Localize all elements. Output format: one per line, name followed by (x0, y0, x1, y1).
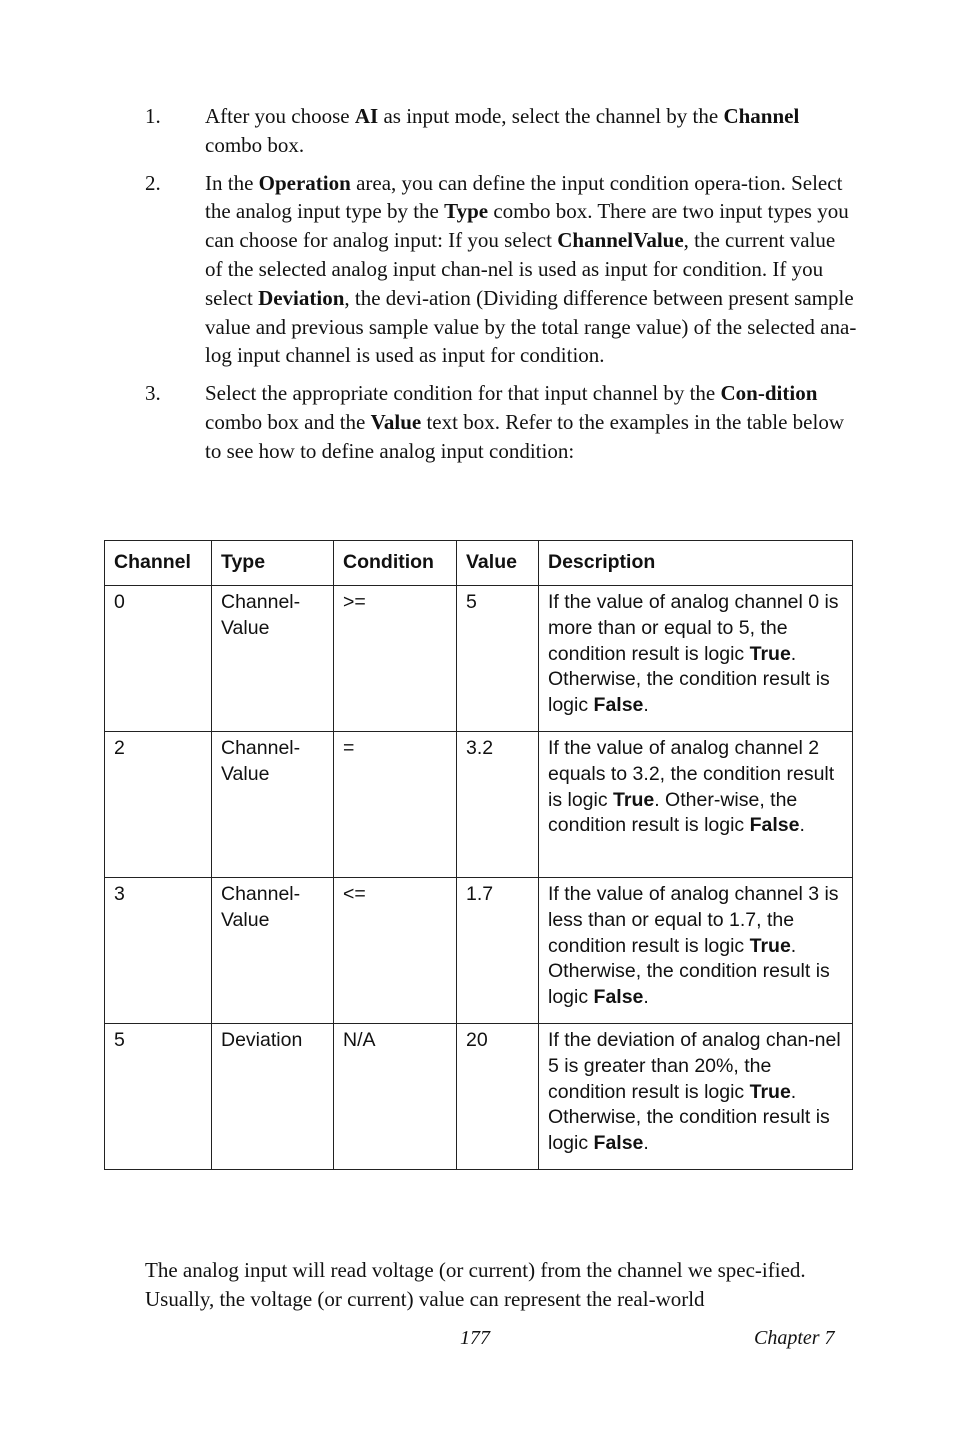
bold-term: False (593, 694, 644, 717)
text-run: combo box. There are two input types you can choose for analog input: If you select (205, 199, 849, 253)
text-run: Select the appropriate condition for that input channel by the (205, 381, 721, 406)
header-condition: Condition (334, 541, 457, 586)
chapter-label: Chapter 7 (754, 1327, 835, 1349)
cell-description (539, 586, 853, 732)
cell-description (539, 878, 853, 1024)
text-run: text box. Refer to the examples in the table below to see how to define analog input condition: (205, 409, 845, 463)
text-run: After you choose (205, 104, 355, 128)
step-number: 2. (145, 170, 161, 195)
cell-condition: >= (334, 586, 457, 732)
cell-type: Channel-Value (212, 586, 334, 732)
header-value: Value (457, 541, 539, 586)
text-run: combo box. (205, 132, 305, 157)
table-row (105, 586, 853, 732)
instruction-steps (145, 102, 857, 475)
cell-type: Channel-Value (212, 878, 334, 1024)
table-header-row (105, 541, 853, 586)
cell-type: Channel-Value (212, 732, 334, 878)
step-item (145, 102, 857, 160)
cell-value: 3.2 (457, 732, 539, 878)
cell-channel: 3 (105, 878, 212, 1024)
step-item (145, 379, 857, 465)
text-run: . Other-wise, the condition result is logic (548, 788, 798, 837)
text-run: . (643, 694, 649, 717)
step-item (145, 169, 857, 371)
cell-condition: = (334, 732, 457, 878)
cell-description (539, 732, 853, 878)
step-number: 3. (145, 381, 161, 406)
text-run: , the current value of the selected analog input chan-nel is used as input for condition. If you select (205, 228, 836, 310)
text-run: If the value of analog channel 3 is less than or equal to 1.7, the condition result is logic (548, 883, 839, 957)
bold-term: Channel (723, 104, 800, 128)
step-number: 1. (145, 104, 161, 128)
cell-condition: <= (334, 878, 457, 1024)
text-run: In the (205, 170, 259, 195)
cell-channel: 2 (105, 732, 212, 878)
table-row (105, 732, 853, 878)
bold-term: True (613, 788, 655, 811)
cell-description (539, 1024, 853, 1170)
bold-term: Value (370, 409, 422, 434)
cell-value: 20 (457, 1024, 539, 1170)
text-run: . (643, 1132, 649, 1155)
table-row (105, 1024, 853, 1170)
bold-term: Con-dition (720, 381, 818, 406)
text-run: area, you can define the input condition opera-tion. Select the analog input type by the (205, 170, 843, 224)
header-description: Description (539, 541, 853, 586)
text-run: , the devi-ation (Dividing difference between present sample value and previous sample value by the total range value) of the selected ana-log input channel is used as input for condition. (205, 285, 857, 368)
text-run: . Otherwise, the condition result is logic (548, 642, 830, 717)
text-run: . (799, 814, 805, 837)
text-run: If the value of analog channel 2 equals to 3.2, the condition result is logic (548, 737, 835, 811)
cell-value: 5 (457, 586, 539, 732)
text-run: as input mode, select the channel by the (378, 104, 724, 128)
bold-term: False (593, 1132, 644, 1155)
bold-term: AI (354, 104, 379, 128)
bold-term: ChannelValue (557, 228, 684, 253)
bold-term: Deviation (258, 285, 345, 310)
cell-condition: N/A (334, 1024, 457, 1170)
page-number: 177 (460, 1327, 490, 1349)
header-type: Type (212, 541, 334, 586)
step-text (205, 104, 799, 157)
condition-examples-table (104, 540, 853, 1170)
table-row (105, 878, 853, 1024)
cell-type: Deviation (212, 1024, 334, 1170)
text-run: . Otherwise, the condition result is logic (548, 934, 830, 1009)
text-run: . Otherwise, the condition result is logic (548, 1080, 830, 1155)
closing-paragraph: The analog input will read voltage (or current) from the channel we spec-ified. Usually, the voltage (or current) value can represent the real-world (145, 1258, 806, 1311)
text-run: If the value of analog channel 0 is more than or equal to 5, the condition result is logic (548, 591, 839, 665)
step-text (205, 171, 856, 368)
bold-term: False (749, 814, 800, 837)
bold-term: True (749, 1080, 791, 1103)
cell-channel: 0 (105, 586, 212, 732)
step-text (205, 381, 844, 463)
bold-term: True (749, 642, 791, 665)
text-run: combo box and the (205, 409, 371, 434)
bold-term: Operation (258, 170, 351, 195)
header-channel: Channel (105, 541, 212, 586)
bold-term: Type (444, 199, 489, 224)
cell-value: 1.7 (457, 878, 539, 1024)
cell-channel: 5 (105, 1024, 212, 1170)
bold-term: True (749, 934, 791, 957)
bold-term: False (593, 986, 644, 1009)
text-run: If the deviation of analog chan-nel 5 is greater than 20%, the condition result is logic (548, 1029, 841, 1103)
text-run: . (643, 986, 649, 1009)
